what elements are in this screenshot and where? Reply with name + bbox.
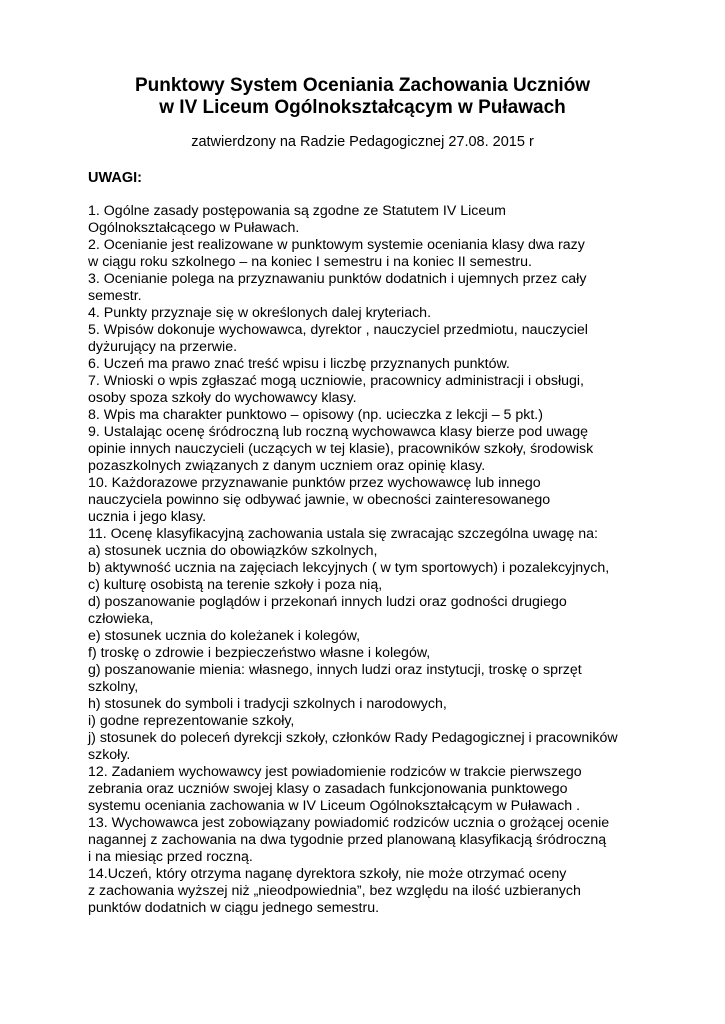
text-line: nauczyciela powinno się odbywać jawnie, w obecności zainteresowanego [88,492,551,508]
text-line: szkolny, [88,679,139,695]
text-line: w ciągu roku szkolnego – na koniec I semestru i na koniec II semestru. [88,254,532,270]
text-line: 8. Wpis ma charakter punktowo – opisowy (np. ucieczka z lekcji – 5 pkt.) [88,407,543,423]
document-title-line-1: Punktowy System Oceniania Zachowania Uczniów [134,75,591,96]
text-line: nagannej z zachowania na dwa tygodnie przed planowaną klasyfikacją śródroczną [88,832,607,848]
text-line: 6. Uczeń ma prawo znać treść wpisu i liczbę przyznanych punktów. [88,356,510,372]
text-line: c) kulturę osobistą na terenie szkoły i poza nią, [88,577,383,593]
text-line: h) stosunek do symboli i tradycji szkolnych i narodowych, [88,696,447,712]
text-line: e) stosunek ucznia do koleżanek i kolegów, [88,628,361,644]
text-line: i) godne reprezentowanie szkoły, [88,713,295,729]
text-line: b) aktywność ucznia na zajęciach lekcyjnych ( w tym sportowych) i pozalekcyjnych, [88,560,610,576]
text-line: z zachowania wyższej niż „nieodpowiednia”, bez względu na ilość uzbieranych [88,883,581,899]
text-line: szkoły. [88,747,131,763]
text-line: semestr. [88,288,142,304]
text-line: zebrania oraz uczniów swojej klasy o zasadach funkcjonowania punktowego [88,781,568,797]
text-line: 7. Wnioski o wpis zgłaszać mogą uczniowie, pracownicy administracji i obsługi, [88,373,584,389]
remarks-text [88,203,708,917]
document-title-line-2: w IV Liceum Ogólnokształcącym w Puławach [159,97,566,118]
text-line: Ogólnokształcącego w Puławach. [88,220,300,236]
text-line: 5. Wpisów dokonuje wychowawca, dyrektor , nauczyciel przedmiotu, nauczyciel [88,322,588,338]
text-line: 14.Uczeń, który otrzyma naganę dyrektora szkoły, nie może otrzymać oceny [88,866,567,882]
text-line: 10. Każdorazowe przyznawanie punktów przez wychowawcę lub innego [88,475,541,491]
text-line: 4. Punkty przyznaje się w określonych dalej kryteriach. [88,305,432,321]
text-line: 3. Ocenianie polega na przyznawaniu punktów dodatnich i ujemnych przez cały [88,271,587,287]
text-line: f) troskę o zdrowie i bezpieczeństwo własne i kolegów, [88,645,431,661]
text-line: 12. Zadaniem wychowawcy jest powiadomienie rodziców w trakcie pierwszego [88,764,582,780]
text-line: 11. Ocenę klasyfikacyjną zachowania ustala się zwracając szczególna uwagę na: [88,526,598,542]
text-line: człowieka, [88,611,154,627]
text-line: punktów dodatnich w ciągu jednego semestru. [88,900,380,916]
text-line: 13. Wychowawca jest zobowiązany powiadomić rodziców ucznia o grożącej ocenie [88,815,610,831]
text-line: systemu oceniania zachowania w IV Liceum Ogólnokształcącym w Puławach . [88,798,581,814]
text-line: 1. Ogólne zasady postępowania są zgodne ze Statutem IV Liceum [88,203,506,219]
text-line: a) stosunek ucznia do obowiązków szkolnych, [88,543,378,559]
text-line: ucznia i jego klasy. [88,509,207,525]
text-line: d) poszanowanie poglądów i przekonań innych ludzi oraz godności drugiego [88,594,567,610]
text-line: osoby spoza szkoły do wychowawcy klasy. [88,390,357,406]
text-line: 9. Ustalając ocenę śródroczną lub roczną wychowawca klasy bierze pod uwagę [88,424,588,440]
remarks-heading: UWAGI: [88,170,142,186]
text-line: g) poszanowanie mienia: własnego, innych ludzi oraz instytucji, troskę o sprzęt [88,662,582,678]
text-line: pozaszkolnych związanych z danym uczniem oraz opinię klasy. [88,458,486,474]
text-line: j) stosunek do poleceń dyrekcji szkoły, członków Rady Pedagogicznej i pracowników [88,730,618,746]
text-line: 2. Ocenianie jest realizowane w punktowym systemie oceniania klasy dwa razy [88,237,585,253]
text-line: opinie innych nauczycieli (uczących w tej klasie), pracowników szkoły, środowisk [88,441,594,457]
text-line: dyżurujący na przerwie. [88,339,238,355]
approval-note: zatwierdzony na Radzie Pedagogicznej 27.08. 2015 r [191,134,534,150]
text-line: i na miesiąc przed roczną. [88,849,253,865]
